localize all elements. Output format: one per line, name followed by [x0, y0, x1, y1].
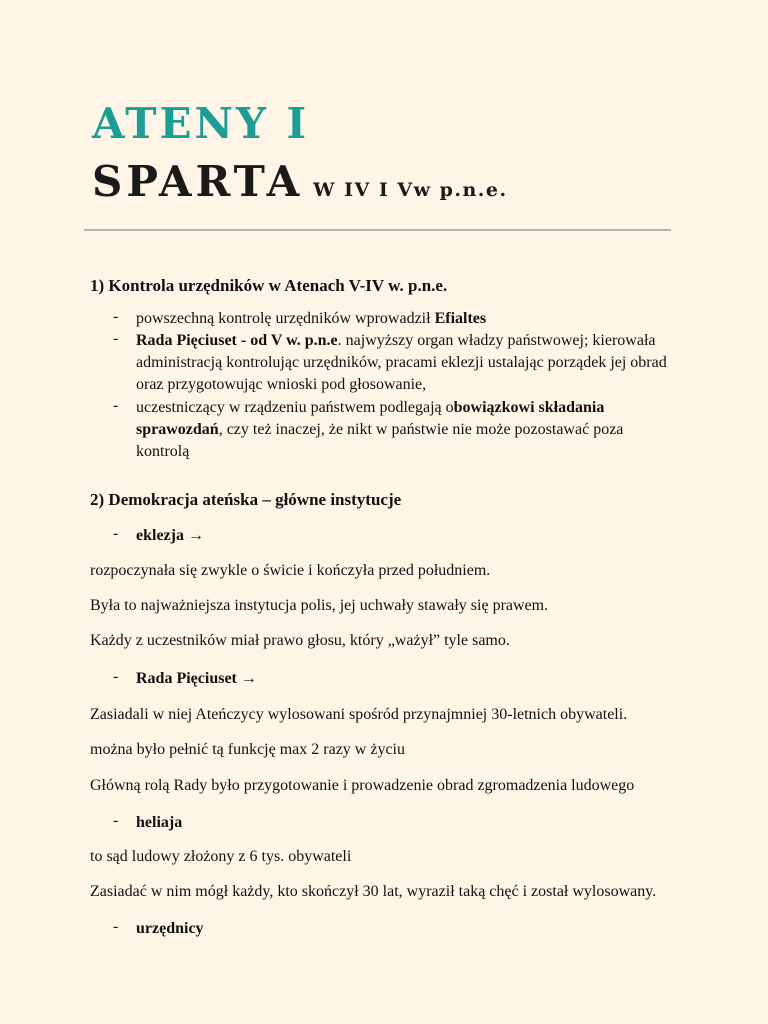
institution-label: eklezja →	[136, 527, 204, 544]
list-dash: -	[113, 668, 119, 685]
title-sparta: SPARTA	[92, 157, 304, 206]
title-line-2	[92, 154, 508, 220]
list-item-text: Rada Pięciuset - od V w. p.n.e. najwyższy organ władzy państwowej; kierowała administracją kontrolując urzędników, pracami eklezji ustalając porządek jej obrad oraz przygotowując wnioski pod głosowanie,	[136, 332, 667, 393]
title-line-1: ATENY I	[92, 99, 310, 148]
rada-paragraph-3: Główną rolą Rady było przygotowanie i prowadzenie obrad zgromadzenia ludowego	[90, 777, 635, 794]
section-1-heading: 1) Kontrola urzędników w Atenach V-IV w. p.n.e.	[90, 276, 448, 295]
list-dash: -	[113, 330, 119, 347]
rada-paragraph-2: można było pełnić tą funkcję max 2 razy w życiu	[90, 741, 405, 758]
rada-paragraph-1: Zasiadali w niej Ateńczycy wylosowani spośród przynajmniej 30-letnich obywateli.	[90, 706, 628, 723]
title-divider	[84, 229, 671, 231]
list-dash: -	[113, 308, 119, 325]
list-item-text: uczestniczący w rządzeniu państwem podlegają obowiązkowi składania sprawozdań, czy też inaczej, że nikt w państwie nie może pozostawać poza kontrolą	[136, 399, 624, 460]
institution-label: urzędnicy	[136, 920, 204, 937]
title-subtitle: W IV I Vw p.n.e.	[313, 179, 508, 201]
heliaja-paragraph-2: Zasiadać w nim mógł każdy, kto skończył 30 lat, wyraził taką chęć i został wylosowany.	[90, 883, 657, 900]
list-dash: -	[113, 525, 119, 542]
institution-label: Rada Pięciuset →	[136, 670, 257, 687]
list-item-text: powszechną kontrolę urzędników wprowadził Efialtes	[136, 310, 487, 327]
eklezja-paragraph-1: rozpoczynała się zwykle o świcie i kończyła przed południem.	[90, 562, 491, 579]
eklezja-paragraph-3: Każdy z uczestników miał prawo głosu, który „ważył” tyle samo.	[90, 632, 510, 649]
section-2-heading: 2) Demokracja ateńska – główne instytucje	[90, 490, 402, 509]
list-dash: -	[113, 812, 119, 829]
heliaja-paragraph-1: to sąd ludowy złożony z 6 tys. obywateli	[90, 848, 352, 865]
list-dash: -	[113, 918, 119, 935]
institution-label: heliaja	[136, 814, 183, 831]
list-dash: -	[113, 397, 119, 414]
eklezja-paragraph-2: Była to najważniejsza instytucja polis, jej uchwały stawały się prawem.	[90, 597, 549, 614]
